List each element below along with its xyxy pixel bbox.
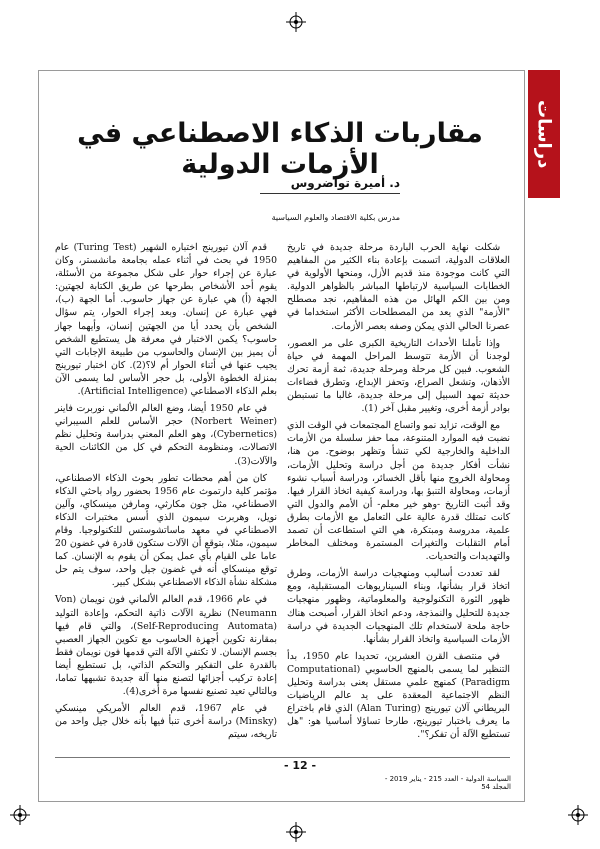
paragraph: مع الوقت، تزايد نمو واتساع المجتمعات في الوقت الذي نضبت فيه الموارد المتنوعة، مما حفز سلسلة من الأزمات الداخلية والخارجية لكي تنشأ وتظهر بوضوح. من هنا، نشأت أفكار جديدة من أجل دراسة وتحليل الأزمات، ومحاولة الخروج منها بأقل الخسائر، ودراسة أسباب نشوء أزمات، ومحاولة التنبؤ بها، ودراسة كيفية اتخاذ القرار فيها. وقد أثبت التاريخ -وهو خير معلم- أن الأمم والدول التي كانت تمتلك قدرة عالية على التعامل مع الأزمات بطرق علمية، مدروسة ومبتكرة، هي التي استطاعت أن تصمد أمام التقلبات والتغيرات المستمرة ومختلف المخاطر والتهديدات والتحديات. (287, 420, 510, 563)
paragraph: قدم آلان تيورينج اختباره الشهير (Turing Test) عام 1950 في بحث في أثناء عمله بجامعة مانشستر، وكان عبارة عن إجراء حوار على شكل مجموعة من الأسئلة، يقوم أحد الأشخاص بطرحها عن طريق الكتابة لجهتين: الجهة (أ) هي عبارة عن جهاز حاسوب. أما الجهة (ب)، فهي عبارة عن إنسان. وبعد إجراء الحوار، يتم سؤال الشخص بأن يحدد أيا من الجهتين إنسان، وأيهما جهاز حاسوب؟ يكمن الاختبار في معرفة هل يستطيع الشخص أن يميز بين الإنسان والحاسوب من طبيعة الإجابات التي يجيب عنها في أثناء الحوار أم لا؟(2). كان اختبار تيورينج بمنزلة الخطوة الأولى، بل حجر الأساس لما يسمى الآن بعلم الذكاء الاصطناعي (Artificial Intelligence). (55, 242, 277, 398)
paragraph: في عام 1967، قدم العالم الأمريكي مينسكي (Minsky) دراسة أخرى تنبأ فيها بأنه خلال جيل واحد من تاريخه، سيتم (55, 703, 277, 741)
section-tab-label: دراسات (533, 99, 555, 169)
body-column-left (55, 241, 277, 745)
author-underline (260, 193, 400, 194)
article-headline: مقاربات الذكاء الاصطناعي في الأزمات الدولية (77, 118, 483, 180)
registration-mark-icon (286, 12, 306, 32)
paragraph: في عام 1966، قدم العالم الألماني فون نويمان (Von Neumann) نظرية الآلات ذاتية التحكم، وإعادة التوليد (Self-Reproducing Automata)، والتي قام فيها بمقارنة تكوين أجهزة الحاسوب مع تكوين الجهاز العصبي بجسم الإنسان. لا تكتفي الآلة التي قدمها فون نويمان فقط بالقدرة على التفكير والتحكم الذاتي، بل تستطيع أيضا إعادة تركيب أجزائها لتصنع منها آلة جديدة تشبهها تماما، وبالتالي تعيد تصنيع نفسها مرة أخرى(4). (55, 594, 278, 698)
paragraph: وإذا تأملنا الأحداث التاريخية الكبرى على مر العصور، لوجدنا أن الأزمة تتوسط المراحل المهمة في حياة الشعوب. فبين كل مرحلة ومرحلة جديدة، ثمة أزمة تحرك الأذهان، وتشعل الصراع، وتحفز الإبداع، وتطرق فضاءات حديثة تمهد السبيل إلى مرحلة جديدة، غالبا ما تستبطن بوادر أزمة أخرى، وتغيير مقبل آخر (1). (287, 337, 510, 415)
paragraph: في عام 1950 أيضا، وضع العالم الألماني نوربرت فاينر (Norbert Weiner) حجر الأساس للعلم السيبراني (Cybernetics)، وهو العلم المعني بدراسة وتحليل نظم الاتصالات، ومنظومة التحكم في كل من الكائنات الحية والآلات(3). (55, 403, 277, 467)
page-number: - 12 - (283, 759, 317, 772)
paragraph: شكلت نهاية الحرب الباردة مرحلة جديدة في تاريخ العلاقات الدولية، اتسمت بإعادة بناء الكثير من المفاهيم التي كانت موجودة منذ قديم الأزل، ومنحها الأولوية في الخطابات السياسية لارتباطها المباشر بالظواهر الدولية. ومن بين الكم الهائل من هذه المفاهيم، نجد مصطلح "الأزمة" الذي يعد من المصطلحات الأكثر استخداما في عصرنا الحالي الذي يمكن وصفه بعصر الأزمات. (287, 242, 510, 332)
author-affiliation: مدرس بكلية الاقتصاد والعلوم السياسية (271, 213, 400, 222)
footer-rule (55, 757, 510, 758)
paragraph: كان من أهم محطات تطور بحوث الذكاء الاصطناعي، مؤتمر كلية دارتموث عام 1956 بحضور رواد باحثي الذكاء الاصطناعي، مثل جون مكارثي، ومارفن مينسكاي، وآلين نويل، وهربرت سيمون الذي أسس مختبرات الذكاء الاصطناعي في معهد ماساتشوستس للتكنولوجيا. وقام سيمون، مثلا، بتوقع أن الآلات ستكون قادرة في غضون 20 عاما على القيام بأي عمل يمكن أن يقوم به الإنسان. كما توقع مينسكاي أنه في غضون جيل واحد، سوف يتم حل مشكلة نشأة الذكاء الاصطناعي بشكل كبير. (55, 472, 277, 589)
author-name: د. أميرة تواضروس (290, 176, 400, 190)
paragraph: في منتصف القرن العشرين، تحديدا عام 1950، بدأ التنظير لما يسمى بالمنهج الحاسوبي (Computational Paradigm) كمنهج علمي مستقل يعنى بدراسة وتحليل النظم الاجتماعية المعقدة على يد عالم الرياضيات البريطاني آلان تيورينج (Alan Turing) الذي قام باختراع ما يعرف باختبار تيورينج، طارحا تساؤلا أساسيا هو: "هل تستطيع الآلة أن تفكر؟". (287, 650, 510, 741)
body-column-right (287, 241, 510, 745)
registration-mark-icon (286, 822, 306, 842)
registration-mark-icon (10, 805, 30, 825)
section-tab (528, 70, 560, 198)
registration-mark-icon (568, 805, 588, 825)
running-footer: السياسة الدولية - العدد 215 - يناير 2019 - المجلد 54 (384, 775, 511, 791)
paragraph: لقد تعددت أساليب ومنهجيات دراسة الأزمات، وطرق اتخاذ قرار بشأنها، وبناء السيناريوهات المستقبلية، ومع ظهور الثورة التكنولوجية والمعلوماتية، وظهور منهجيات جديدة للتحليل والنمذجة، ودعم اتخاذ القرار، أصبحت هناك حاجة ملحة لاستخدام تلك المنهجيات الجديدة في دراسة الأزمات السياسية واتخاذ القرار بشأنها. (287, 568, 510, 645)
